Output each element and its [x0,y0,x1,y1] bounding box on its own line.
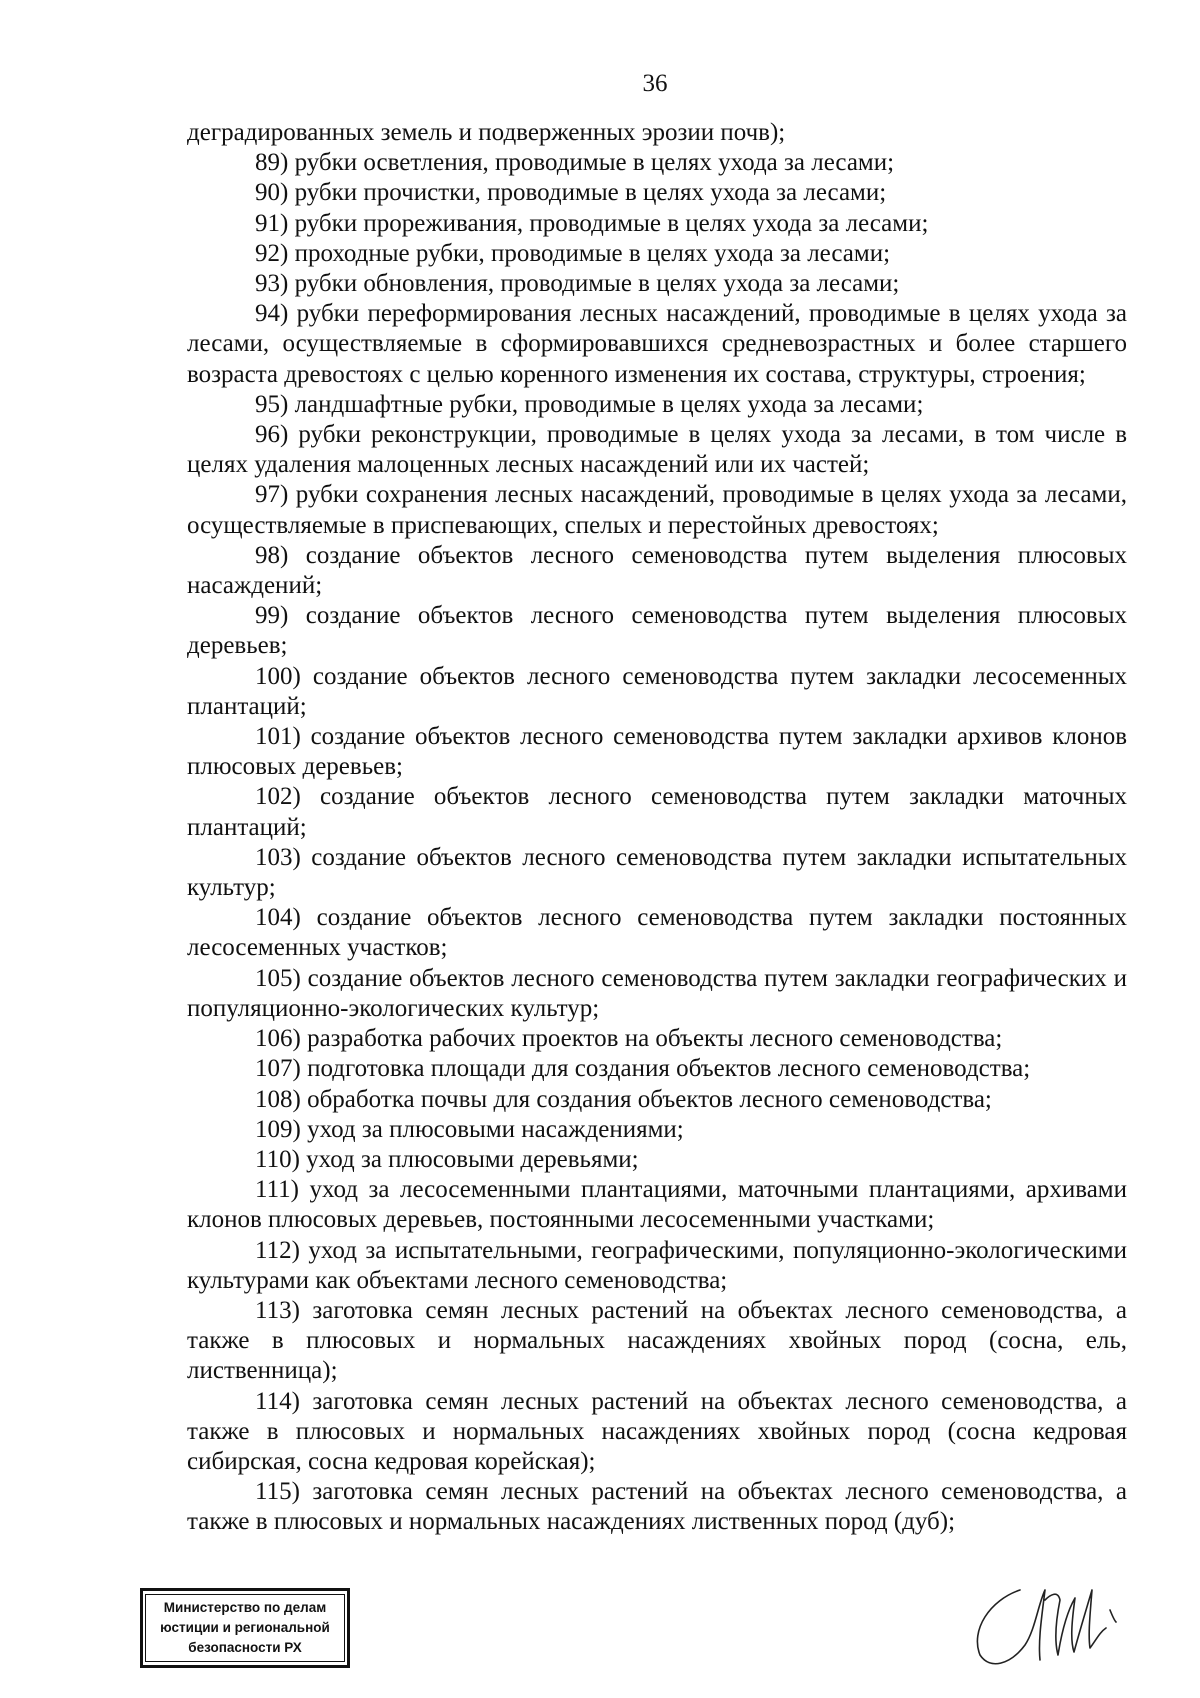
stamp-line: Министерство по делам [163,1600,327,1615]
list-item: 91) рубки прореживания, проводимые в целях ухода за лесами; [255,209,929,237]
list-item: 90) рубки прочистки, проводимые в целях ухода за лесами; [255,179,887,207]
stamp-line: безопасности РХ [188,1640,302,1655]
list-item: 89) рубки осветления, проводимые в целях ухода за лесами; [255,149,895,177]
list-item: 113) заготовка семян лесных растений на объектах лесного семеноводства, а также в плюсовых и нормальных насаждениях хвойных пород (сосна, ель, лиственница); [187,1296,1127,1385]
list-item: 109) уход за плюсовыми насаждениями; [255,1115,684,1143]
list-item: 105) создание объектов лесного семеноводства путем закладки географических и популяционно-экологических культур; [187,964,1127,1022]
signature-icon [950,1560,1150,1680]
list-item: 107) подготовка площади для создания объектов лесного семеноводства; [255,1055,1031,1083]
list-item: 115) заготовка семян лесных растений на объектах лесного семеноводства, а также в плюсовых и нормальных насаждениях лиственных пород (дуб); [187,1478,1127,1536]
list-item: 92) проходные рубки, проводимые в целях ухода за лесами; [255,239,891,267]
list-item: 100) создание объектов лесного семеноводства путем закладки лесосеменных плантаций; [187,662,1127,720]
stamp-frame [145,1594,345,1662]
list-item: 101) создание объектов лесного семеноводства путем закладки архивов клонов плюсовых деревьев; [187,723,1127,781]
list-item: 103) создание объектов лесного семеноводства путем закладки испытательных культур; [187,843,1127,902]
list-item: 94) рубки переформирования лесных насаждений, проводимые в целях ухода за лесами, осуществляемые в сформировавшихся средневозрастных и более старшего возраста древостоях с целью коренного изменения их состава, структуры, строения; [187,300,1127,388]
list-item: 95) ландшафтные рубки, проводимые в целях ухода за лесами; [255,390,924,418]
document-body [187,118,1127,1538]
list-item: 102) создание объектов лесного семеноводства путем закладки маточных плантаций; [187,783,1127,841]
ministry-stamp [140,1588,350,1668]
page-number: 36 [642,70,668,97]
list-item: 99) создание объектов лесного семеноводства путем выделения плюсовых деревьев; [187,602,1127,660]
list-item: деградированных земель и подверженных эрозии почв); [187,119,786,146]
list-item: 98) создание объектов лесного семеноводства путем выделения плюсовых насаждений; [187,541,1127,600]
list-item: 97) рубки сохранения лесных насаждений, проводимые в целях ухода за лесами, осуществляемые в приспевающих, спелых и перестойных древостоях; [187,481,1127,539]
list-item: 111) уход за лесосеменными плантациями, маточными плантациями, архивами клонов плюсовых деревьев, постоянными лесосеменными участками; [187,1176,1127,1234]
list-item: 106) разработка рабочих проектов на объекты лесного семеноводства; [255,1025,1003,1053]
list-item: 110) уход за плюсовыми деревьями; [255,1145,639,1173]
list-item: 112) уход за испытательными, географическими, популяционно-экологическими культурами как объектами лесного семеноводства; [187,1236,1127,1294]
list-item: 108) обработка почвы для создания объектов лесного семеноводства; [255,1085,992,1113]
list-item: 96) рубки реконструкции, проводимые в целях ухода за лесами, в том числе в целях удаления малоценных лесных насаждений или их частей; [187,421,1127,479]
list-item: 104) создание объектов лесного семеноводства путем закладки постоянных лесосеменных участков; [187,904,1127,962]
list-item: 93) рубки обновления, проводимые в целях ухода за лесами; [255,270,900,298]
list-item: 114) заготовка семян лесных растений на объектах лесного семеноводства, а также в плюсовых и нормальных насаждениях хвойных пород (сосна кедровая сибирская, сосна кедровая корейская); [187,1387,1127,1475]
stamp-line: юстиции и региональной [160,1620,330,1635]
